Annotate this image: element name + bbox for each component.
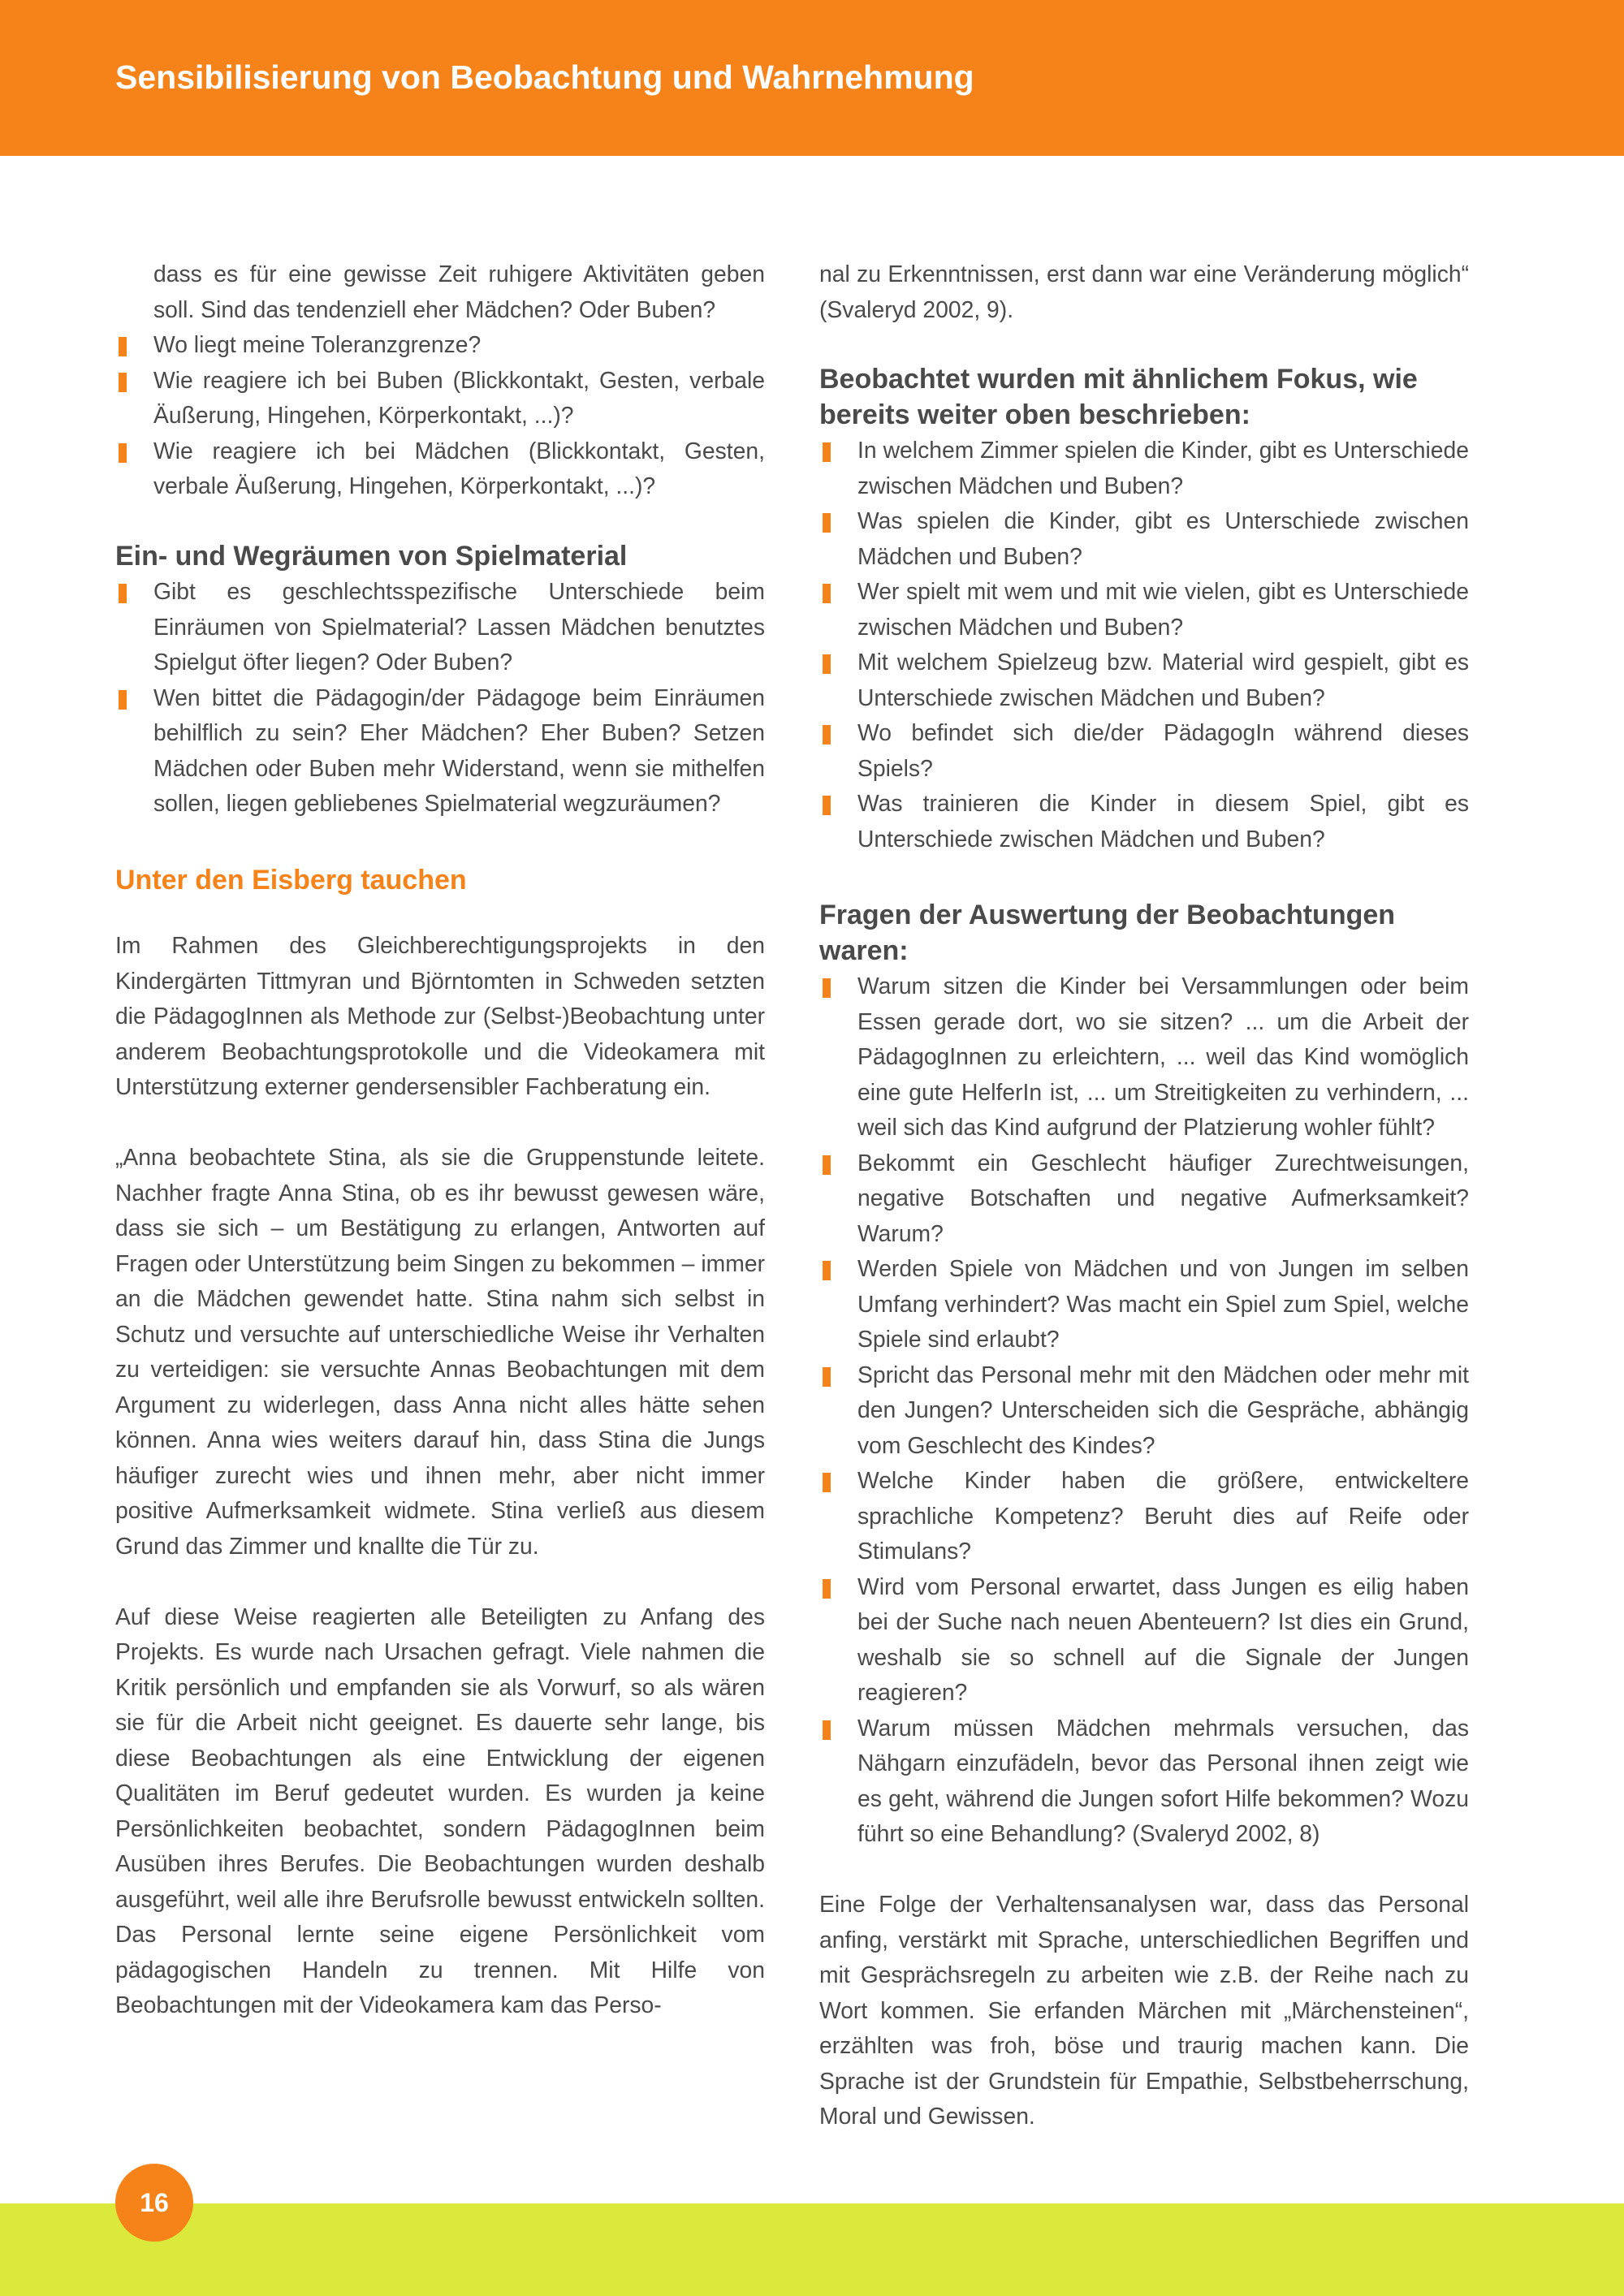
footer-band: [0, 2203, 1624, 2296]
list-item: In welchem Zimmer spielen die Kinder, gibt es Unterschiede zwischen Mädchen und Buben?: [819, 433, 1469, 503]
continued-list-text: dass es für eine gewisse Zeit ruhigere Aktivitäten geben soll. Sind das tendenziell eher Mädchen? Oder Buben?: [153, 261, 765, 322]
page-number: 16: [140, 2187, 169, 2217]
list-item: Welche Kinder haben die größere, entwickeltere sprachliche Kompetenz? Beruht dies auf Reife oder Stimulans?: [819, 1463, 1469, 1569]
list-item: Wer spielt mit wem und mit wie vielen, gibt es Unterschiede zwischen Mädchen und Buben?: [819, 574, 1469, 645]
list-item: Mit welchem Spielzeug bzw. Material wird gespielt, gibt es Unterschiede zwischen Mädchen und Buben?: [819, 645, 1469, 715]
list-item: Wie reagiere ich bei Mädchen (Blickkontakt, Gesten, verbale Äußerung, Hingehen, Körperkontakt, ...)?: [115, 434, 765, 504]
bullet-list-spielmaterial: [115, 574, 765, 822]
quote-paragraph: „Anna beobachtete Stina, als sie die Gruppenstunde leitete. Nachher fragte Anna Stina, ob es ihr bewusst gewesen wäre, dass sie sich – um Bestätigung zu erlangen, Antworten auf Fragen oder Unterstützung beim Singen zu bekommen – immer an die Mädchen gewendet hatte. Stina nahm sich selbst in Schutz und versuchte auf unterschiedliche Weise ihr Verhalten zu verteidigen: sie versuchte Annas Beobachtungen mit dem Argument zu widerlegen, dass Anna nicht alles hätte sehen können. Anna wies weiters darauf hin, dass Stina die Jungs häufiger zurecht wies und ihnen mehr, aber nicht immer positive Aufmerksamkeit widmete. Stina verließ aus diesem Grund das Zimmer und knallte die Tür zu.: [115, 1144, 765, 1559]
section-heading-auswertung: Fragen der Auswertung der Beobachtungen waren:: [819, 900, 1396, 966]
list-item: Wird vom Personal erwartet, dass Jungen es eilig haben bei der Suche nach neuen Abenteuern? Ist dies ein Grund, weshalb sie so schnell auf die Signale der Jungen reagieren?: [819, 1569, 1469, 1711]
header-band: [0, 0, 1624, 156]
section-heading-eisberg: Unter den Eisberg tauchen: [115, 864, 467, 896]
left-column: [115, 257, 765, 2023]
page-number-badge: [115, 2164, 193, 2242]
list-item: Gibt es geschlechtsspezifische Unterschiede beim Einräumen von Spielmaterial? Lassen Mädchen benutztes Spielgut öfter liegen? Oder Buben?: [115, 574, 765, 680]
paragraph: Eine Folge der Verhaltensanalysen war, dass das Personal anfing, verstärkt mit Sprache, unterschiedlichen Begriffen und mit Gesprächsregeln zu arbeiten wie z.B. der Reihe nach zu Wort kommen. Sie erfanden Märchen mit „Märchensteinen“, erzählten was froh, böse und traurig machen kann. Die Sprache ist der Grundstein für Empathie, Selbstbeherrschung, Moral und Gewissen.: [819, 1891, 1469, 2129]
paragraph: Im Rahmen des Gleichberechtigungsprojekts in den Kindergärten Tittmyran und Björntomten in Schweden setzten die PädagogInnen als Methode zur (Selbst-)Beobachtung unter anderem Beobachtungsprotokolle und die Videokamera mit Unterstützung externer gendersensibler Fachberatung ein.: [115, 932, 765, 1099]
right-column: [819, 257, 1469, 2134]
list-item: Was spielen die Kinder, gibt es Unterschiede zwischen Mädchen und Buben?: [819, 503, 1469, 574]
bullet-list-beobachtung: [819, 433, 1469, 857]
section-heading-fokus: Beobachtet wurden mit ähnlichem Fokus, wie bereits weiter oben beschrieben:: [819, 364, 1418, 430]
list-item: Werden Spiele von Mädchen und von Jungen im selben Umfang verhindert? Was macht ein Spiel zum Spiel, welche Spiele sind erlaubt?: [819, 1251, 1469, 1357]
list-item: Wo liegt meine Toleranzgrenze?: [115, 327, 765, 363]
list-item: Wie reagiere ich bei Buben (Blickkontakt, Gesten, verbale Äußerung, Hingehen, Körperkontakt, ...)?: [115, 363, 765, 434]
list-item: Bekommt ein Geschlecht häufiger Zurechtweisungen, negative Botschaften und negative Aufmerksamkeit? Warum?: [819, 1146, 1469, 1252]
list-item: Wen bittet die Pädagogin/der Pädagoge beim Einräumen behilflich zu sein? Eher Mädchen? Eher Buben? Setzen Mädchen oder Buben mehr Widerstand, wenn sie mithelfen sollen, liegen gebliebenes Spielmaterial wegzuräumen?: [115, 680, 765, 822]
list-item: Wo befindet sich die/der PädagogIn während dieses Spiels?: [819, 715, 1469, 786]
list-item: Warum sitzen die Kinder bei Versammlungen oder beim Essen gerade dort, wo sie sitzen? ... um die Arbeit der PädagogInnen zu erleichtern, ... weil das Kind womöglich eine gute HelferIn ist, ... um Streitigkeiten zu verhindern, ... weil sich das Kind aufgrund der Platzierung wohler fühlt?: [819, 969, 1469, 1146]
page-title: Sensibilisierung von Beobachtung und Wahrnehmung: [115, 58, 974, 96]
bullet-list-tolerance: [115, 327, 765, 504]
list-item: Spricht das Personal mehr mit den Mädchen oder mehr mit den Jungen? Unterscheiden sich die Gespräche, abhängig vom Geschlecht des Kindes?: [819, 1357, 1469, 1464]
paragraph: nal zu Erkenntnissen, erst dann war eine Veränderung möglich“ (Svaleryd 2002, 9).: [819, 261, 1469, 322]
bullet-list-auswertung: [819, 969, 1469, 1852]
section-heading-spielmaterial: Ein- und Wegräumen von Spielmaterial: [115, 540, 628, 572]
list-item: Was trainieren die Kinder in diesem Spiel, gibt es Unterschiede zwischen Mädchen und Buben?: [819, 786, 1469, 857]
list-item: Warum müssen Mädchen mehrmals versuchen, das Nähgarn einzufädeln, bevor das Personal ihnen zeigt wie es geht, während die Jungen sofort Hilfe bekommen? Wozu führt so eine Behandlung? (Svaleryd 2002, 8): [819, 1711, 1469, 1852]
paragraph: Auf diese Weise reagierten alle Beteiligten zu Anfang des Projekts. Es wurde nach Ursachen gefragt. Viele nahmen die Kritik persönlich und empfanden sie als Vorwurf, so als wären sie für die Arbeit nicht geeignet. Es dauerte sehr lange, bis diese Beobachtungen als eine Entwicklung der eigenen Qualitäten im Beruf gedeutet wurden. Es wurden ja keine Persönlichkeiten beobachtet, sondern PädagogInnen beim Ausüben ihres Berufes. Die Beobachtungen wurden deshalb ausgeführt, weil alle ihre Berufsrolle bewusst entwickeln sollten. Das Personal lernte seine eigene Persönlichkeit vom pädagogischen Handeln zu trennen. Mit Hilfe von Beobachtungen mit der Videokamera kam das Perso-: [115, 1603, 765, 2018]
